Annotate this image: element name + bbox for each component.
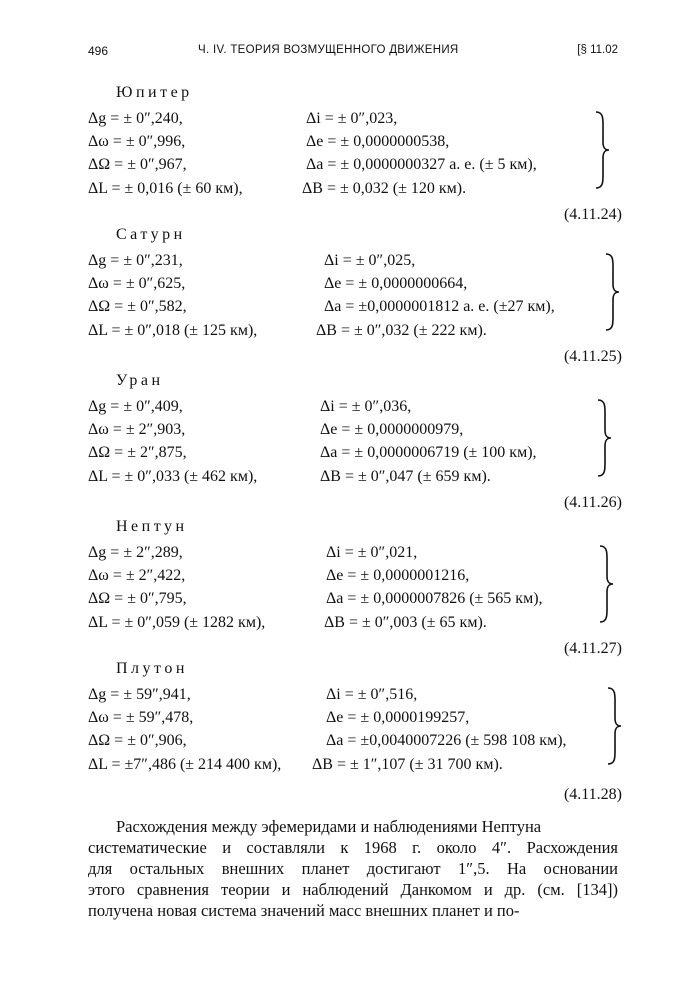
formula-left: Δω = ± 2″,422,: [88, 567, 186, 584]
page-number: 496: [88, 44, 109, 58]
formula-left: ΔL = ± 0,016 (± 60 км),: [88, 180, 243, 197]
body-paragraph: [88, 816, 618, 921]
formula-right: Δe = ± 0,0000000979,: [320, 421, 464, 438]
formula-right: Δi = ± 0″,516,: [326, 686, 418, 703]
formula-right: ΔB = ± 0″,032 (± 222 км).: [316, 322, 487, 339]
formula-right: Δa = ±0,0040007226 (± 598 108 км),: [326, 732, 567, 749]
right-brace-icon: [598, 544, 614, 624]
formula-right: Δe = ± 0,0000199257,: [326, 709, 470, 726]
planet-name: Уран: [116, 372, 164, 389]
right-brace-icon: [604, 252, 620, 332]
formula-right: Δa = ±0,0000001812 а. е. (±27 км),: [324, 298, 555, 315]
formula-right: ΔB = ± 0″,003 (± 65 км).: [324, 614, 487, 631]
formula-right: Δa = ± 0,0000006719 (± 100 км),: [320, 444, 537, 461]
paragraph-line: получена новая система значений масс внешних планет и по-: [88, 901, 520, 920]
formula-left: ΔΩ = ± 0″,967,: [88, 156, 187, 173]
formula-left: ΔΩ = ± 2″,875,: [88, 444, 187, 461]
paragraph-line: для остальных внешних планет достигают 1″,5. На основании: [88, 859, 618, 878]
formula-block-saturn: [88, 226, 628, 372]
section-ref: [§ 11.02: [577, 44, 618, 56]
formula-right: ΔB = ± 1″,107 (± 31 700 км).: [312, 756, 503, 773]
formula-left: Δg = ± 0″,409,: [88, 398, 183, 415]
right-brace-icon: [606, 686, 622, 766]
formula-right: Δe = ± 0,0000000538,: [306, 133, 450, 150]
formula-left: ΔΩ = ± 0″,582,: [88, 298, 187, 315]
equation-number: (4.11.24): [563, 206, 622, 223]
formula-block-neptune: [88, 518, 628, 664]
chapter-title: Ч. IV. ТЕОРИЯ ВОЗМУЩЕННОГО ДВИЖЕНИЯ: [198, 44, 459, 56]
formula-right: Δa = ± 0,0000007826 (± 565 км),: [326, 590, 543, 607]
formula-left: Δg = ± 0″,231,: [88, 252, 183, 269]
formula-left: Δg = ± 59″,941,: [88, 686, 191, 703]
planet-name: Нептун: [116, 518, 188, 535]
planet-name: Сатурн: [116, 226, 186, 243]
formula-right: Δi = ± 0″,021,: [326, 544, 418, 561]
equation-number: (4.11.28): [563, 786, 622, 803]
formula-block-uranus: [88, 372, 628, 518]
paragraph-line: этого сравнения теории и наблюдений Данкомом и др. (см. [134]): [88, 880, 618, 899]
formula-right: Δe = ± 0,0000001216,: [326, 567, 470, 584]
formula-left: Δω = ± 0″,996,: [88, 133, 186, 150]
formula-right: ΔB = ± 0,032 (± 120 км).: [302, 180, 467, 197]
right-brace-icon: [596, 398, 612, 478]
paragraph-line: систематические и составляли к 1968 г. около 4″. Расхождения: [88, 838, 618, 857]
formula-left: ΔL = ± 0″,059 (± 1282 км),: [88, 614, 266, 631]
formula-right: Δe = ± 0,0000000664,: [324, 275, 468, 292]
formula-block-jupiter: [88, 84, 628, 230]
formula-left: ΔΩ = ± 0″,795,: [88, 590, 187, 607]
formula-left: ΔL = ±7″,486 (± 214 400 км),: [88, 756, 282, 773]
formula-right: Δa = ± 0,0000000327 а. е. (± 5 км),: [306, 156, 537, 173]
formula-left: Δg = ± 2″,289,: [88, 544, 183, 561]
formula-right: Δi = ± 0″,023,: [306, 110, 398, 127]
right-brace-icon: [594, 110, 610, 190]
formula-left: ΔΩ = ± 0″,906,: [88, 732, 187, 749]
formula-left: Δg = ± 0″,240,: [88, 110, 183, 127]
formula-left: ΔL = ± 0″,033 (± 462 км),: [88, 468, 258, 485]
formula-left: Δω = ± 0″,625,: [88, 275, 186, 292]
formula-right: ΔB = ± 0″,047 (± 659 км).: [320, 468, 491, 485]
formula-left: Δω = ± 59″,478,: [88, 709, 194, 726]
formula-right: Δi = ± 0″,036,: [320, 398, 412, 415]
formula-left: Δω = ± 2″,903,: [88, 421, 186, 438]
equation-number: (4.11.25): [563, 348, 622, 365]
formula-left: ΔL = ± 0″,018 (± 125 км),: [88, 322, 258, 339]
page-header: [88, 44, 618, 64]
planet-name: Плутон: [116, 660, 188, 677]
equation-number: (4.11.26): [563, 494, 622, 511]
formula-right: Δi = ± 0″,025,: [324, 252, 416, 269]
formula-block-pluto: [88, 660, 628, 810]
equation-number: (4.11.27): [563, 640, 622, 657]
paragraph-line: Расхождения между эфемеридами и наблюдениями Нептуна: [116, 817, 542, 836]
planet-name: Юпитер: [116, 84, 193, 101]
